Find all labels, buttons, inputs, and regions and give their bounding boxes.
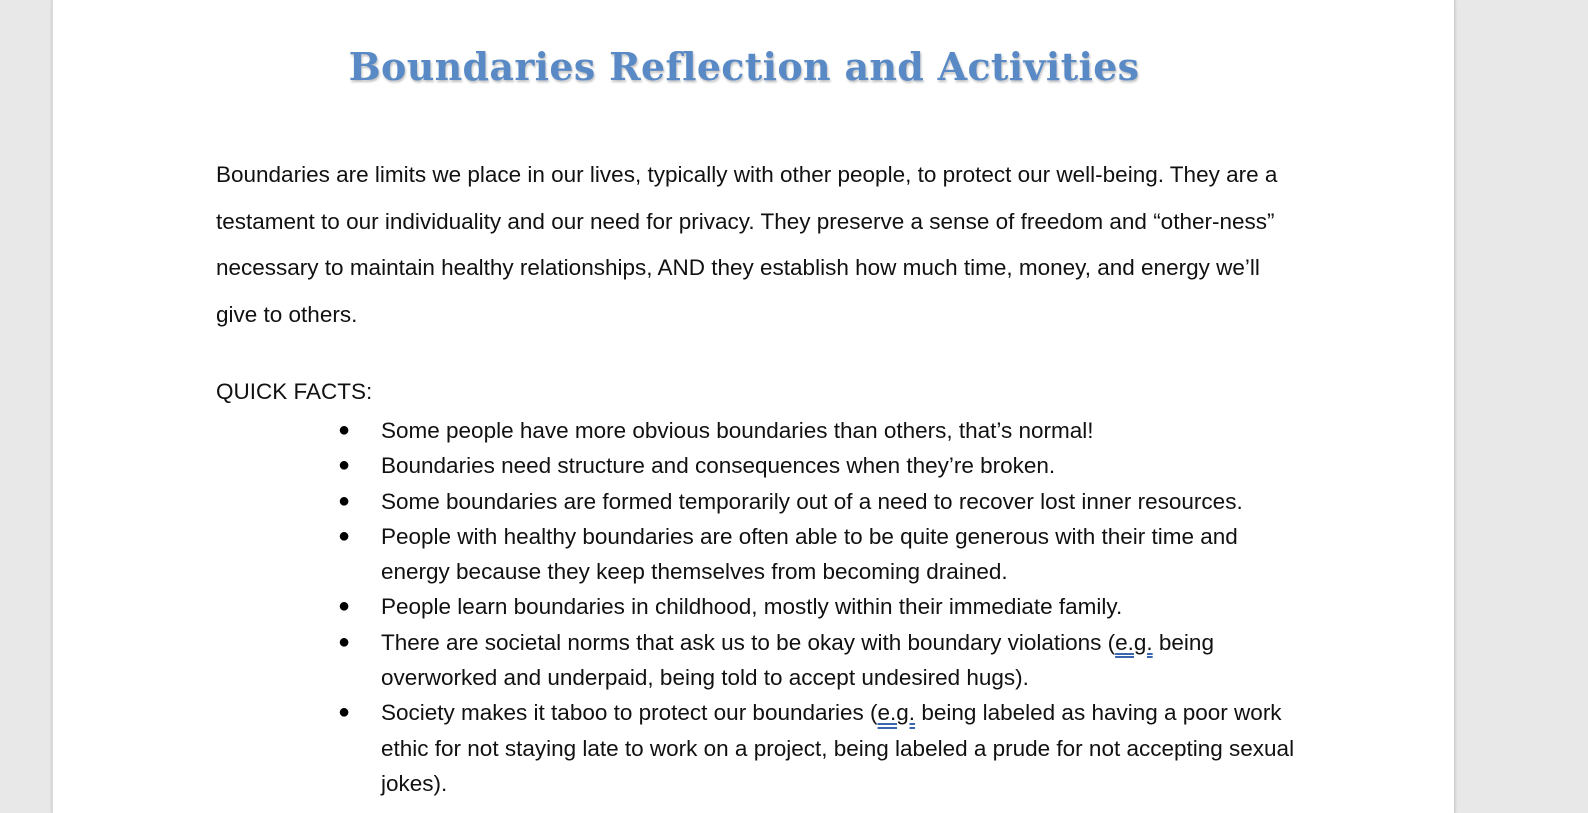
bullet-icon: ● (338, 630, 351, 653)
list-item-text-start: There are societal norms that ask us to be okay with boundary violations ( (381, 629, 1116, 655)
list-item (338, 589, 1298, 624)
bullet-icon: ● (338, 524, 351, 547)
list-item (338, 484, 1298, 519)
intro-paragraph: Boundaries are limits we place in our lives, typically with other people, to protect our well-being. They are a testament to our individuality and our need for privacy. They preserve a sense of freedom and “other-ness” necessary to maintain healthy relationships, AND they establish how much time, money, and energy we’ll give to others. (216, 162, 1278, 327)
list-item-text-end: being overworked and underpaid, being told to accept undesired hugs). (381, 629, 1214, 691)
list-item-text: Boundaries need structure and consequences when they’re broken. (381, 453, 1056, 479)
quick-facts-list (338, 413, 1298, 801)
list-item (338, 625, 1298, 696)
proofing-flagged-word[interactable]: e.g. (1115, 629, 1153, 655)
bullet-icon: ● (338, 454, 351, 477)
bullet-icon: ● (338, 419, 351, 441)
list-item-text: Some boundaries are formed temporarily out of a need to recover lost inner resources. (381, 488, 1243, 514)
list-item (338, 695, 1298, 801)
proofing-flagged-word[interactable]: e.g. (877, 700, 916, 726)
list-item (338, 448, 1298, 483)
list-item (338, 413, 1298, 448)
list-item (338, 519, 1298, 590)
list-item-text: People learn boundaries in childhood, mostly within their immediate family. (381, 594, 1123, 620)
list-item-text-end: being labeled as having a poor work ethic for not staying late to work on a project, being labeled a prude for not accepting sexual jokes). (381, 700, 1295, 796)
list-item-text-start: Society makes it taboo to protect our boundaries ( (381, 700, 878, 726)
bullet-icon: ● (338, 595, 351, 618)
document-title: Boundaries Reflection and Activities (348, 44, 1140, 89)
list-item-text: Some people have more obvious boundaries than others, that’s normal! (381, 418, 1094, 443)
quick-facts-label: QUICK FACTS: (216, 379, 373, 404)
bullet-icon: ● (338, 489, 351, 512)
list-item-text: People with healthy boundaries are often able to be quite generous with their time and energy because they keep themselves from becoming drained. (381, 523, 1238, 585)
bullet-icon: ● (338, 701, 351, 724)
